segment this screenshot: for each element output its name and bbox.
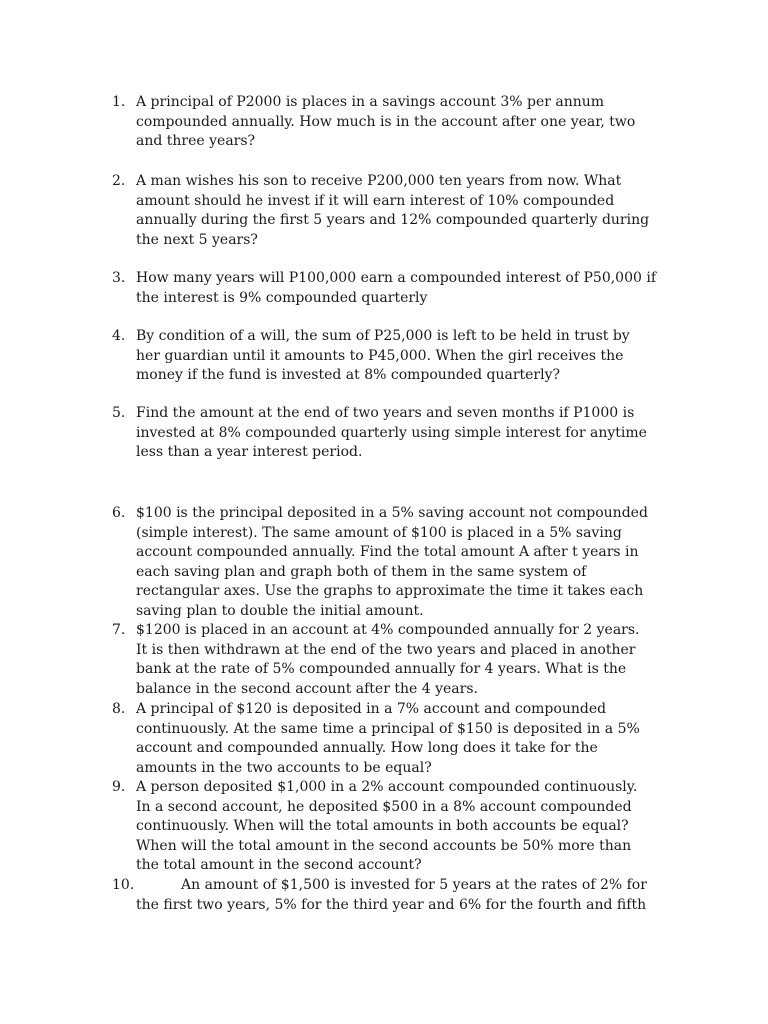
problem-6 xyxy=(112,504,672,622)
problem-line: $1200 is placed in an account at 4% compounded annually for 2 years. xyxy=(136,622,640,638)
problem-line: A principal of P2000 is places in a savings account 3% per annum xyxy=(136,94,605,110)
problem-line: account compounded annually. Find the total amount A after t years in xyxy=(136,544,639,561)
problem-7 xyxy=(112,621,672,699)
problem-9 xyxy=(112,778,672,876)
problem-line: amounts in the two accounts to be equal? xyxy=(136,759,432,776)
problem-number: 9. xyxy=(112,779,126,795)
problem-text xyxy=(136,504,672,622)
problem-number: 5. xyxy=(112,405,126,421)
problem-line: the first two years, 5% for the third year and 6% for the fourth and fifth xyxy=(136,896,647,913)
problem-line: In a second account, he deposited $500 in a 8% account compounded xyxy=(136,798,632,815)
problem-line: and three years? xyxy=(136,133,256,150)
problem-line: her guardian until it amounts to P45,000. When the girl receives the xyxy=(136,347,624,364)
problem-number: 4. xyxy=(112,328,126,344)
problem-text xyxy=(136,172,672,250)
problem-line: compounded annually. How much is in the account after one year, two xyxy=(136,113,636,130)
problem-number: 8. xyxy=(112,701,126,717)
problem-line: balance in the second account after the 4 years. xyxy=(136,680,478,697)
problem-line: How many years will P100,000 earn a compounded interest of P50,000 if xyxy=(136,270,657,286)
problem-line: continuously. At the same time a principal of $150 is deposited in a 5% xyxy=(136,720,640,737)
problem-line: bank at the rate of 5% compounded annually for 4 years. What is the xyxy=(136,661,627,678)
problem-3 xyxy=(112,269,672,308)
problem-line: (simple interest). The same amount of $100 is placed in a 5% saving xyxy=(136,524,622,541)
problem-line: Find the amount at the end of two years and seven months if P1000 is xyxy=(136,405,635,421)
problem-line: the interest is 9% compounded quarterly xyxy=(136,289,428,306)
problem-text xyxy=(136,93,672,152)
problem-line: continuously. When will the total amounts in both accounts be equal? xyxy=(136,818,629,835)
problem-line: By condition of a will, the sum of P25,000 is left to be held in trust by xyxy=(136,328,630,344)
problem-text xyxy=(136,327,672,386)
problem-8 xyxy=(112,700,672,778)
problem-number: 1. xyxy=(112,94,126,110)
problem-line: each saving plan and graph both of them in the same system of xyxy=(136,563,587,580)
problem-10 xyxy=(112,876,672,915)
problem-line: It is then withdrawn at the end of the two years and placed in another xyxy=(136,641,636,658)
problem-line: An amount of $1,500 is invested for 5 years at the rates of 2% for xyxy=(181,877,647,893)
problem-line: money if the fund is invested at 8% compounded quarterly? xyxy=(136,367,561,384)
problem-line: A person deposited $1,000 in a 2% account compounded continuously. xyxy=(136,779,638,795)
problem-text xyxy=(136,621,672,699)
problem-line: amount should he invest if it will earn interest of 10% compounded xyxy=(136,192,615,209)
problem-text xyxy=(136,876,672,915)
problem-line: less than a year interest period. xyxy=(136,444,363,461)
problem-number: 2. xyxy=(112,173,126,189)
problem-text xyxy=(136,700,672,778)
problem-line: A principal of $120 is deposited in a 7% account and compounded xyxy=(136,701,607,717)
problem-line: annually during the first 5 years and 12% compounded quarterly during xyxy=(136,212,650,229)
problem-line: A man wishes his son to receive P200,000 ten years from now. What xyxy=(136,173,622,189)
problem-number: 7. xyxy=(112,622,126,638)
problem-number: 6. xyxy=(112,505,126,521)
problem-line: When will the total amount in the second accounts be 50% more than xyxy=(136,837,632,854)
problem-line: the next 5 years? xyxy=(136,231,258,248)
problem-number: 3. xyxy=(112,270,126,286)
problem-line: the total amount in the second account? xyxy=(136,857,422,874)
problem-4 xyxy=(112,327,672,386)
problem-number: 10. xyxy=(112,877,135,893)
problem-text xyxy=(136,778,672,876)
problem-1 xyxy=(112,93,672,152)
problem-line: rectangular axes. Use the graphs to approximate the time it takes each xyxy=(136,583,644,600)
problem-text xyxy=(136,269,672,308)
problem-line: invested at 8% compounded quarterly using simple interest for anytime xyxy=(136,424,647,441)
problem-line: account and compounded annually. How long does it take for the xyxy=(136,740,598,757)
problem-line: saving plan to double the initial amount. xyxy=(136,602,424,619)
problem-2 xyxy=(112,172,672,250)
problem-5 xyxy=(112,404,672,463)
problem-line: $100 is the principal deposited in a 5% saving account not compounded xyxy=(136,505,648,521)
problem-text xyxy=(136,404,672,463)
